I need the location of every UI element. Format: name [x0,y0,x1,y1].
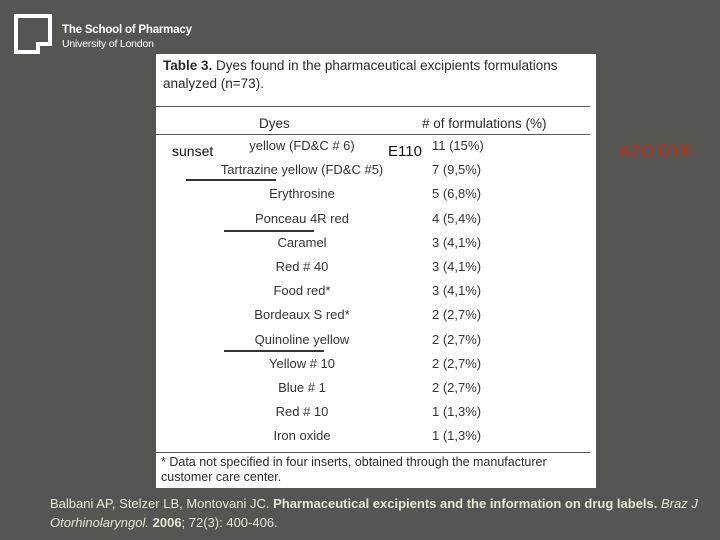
logo-mark-icon [14,14,52,54]
table-cell-dye: Iron oxide [273,428,331,444]
table-cell-count: 1 (1,3%) [432,428,482,444]
table-title [163,57,593,93]
table-cell-dye: Food red* [273,283,331,299]
table-cell-dye: Bordeaux S red* [254,307,350,323]
table-cell-count: 11 (15%) [432,138,484,153]
table-cell-count: 2 (2,7%) [432,307,482,323]
rule-bottom [156,452,590,453]
citation-authors: Balbani AP, Stelzer LB, Montovani JC. [50,496,270,511]
table-cell-count: 2 (2,7%) [432,331,482,347]
citation-title: Pharmaceutical excipients and the information on drug labels. [273,496,658,511]
table-cell-dye: yellow (FD&C # 6) [249,138,355,153]
table-cell-dye: Blue # 1 [278,380,326,395]
table-cell-dye: Tartrazine yellow (FD&C #5) [220,162,384,178]
table-cell-count: 3 (4,1%) [432,234,482,250]
citation-journal: Braz J Otorhinolaryngol. [50,496,698,530]
underline-quinoline [224,350,324,352]
university-name: University of London [62,38,154,50]
rule-top [156,106,590,107]
table-cell-count: 2 (2,7%) [432,380,482,395]
table-caption: Dyes found in the pharmaceutical excipients formulations analyzed (n=73). [163,58,558,91]
rule-header [156,134,590,135]
table-cell-count: 1 (1,3%) [432,404,482,420]
table-cell-dye: Red # 10 [275,404,329,420]
table-cell-count: 2 (2,7%) [432,355,482,371]
annotation-sunset: sunset [172,143,214,159]
annotation-azo-dye: AZO DYE [619,141,694,160]
table-cell-count: 4 (5,4%) [432,210,482,226]
table-cell-dye: Quinoline yellow [254,331,350,347]
citation-volume: ; 72(3): 400-406. [181,515,278,530]
col-header-dyes: Dyes [259,116,290,131]
table-cell-dye: Ponceau 4R red [255,210,349,226]
table-label: Table 3. [163,58,213,73]
table-cell-dye: Red # 40 [275,259,329,274]
table-cell-count: 5 (6,8%) [432,186,482,202]
table-image [156,54,596,488]
col-header-formulations: # of formulations (%) [422,116,547,131]
citation-year: 2006 [152,515,182,530]
annotation-e110: E110 [388,143,422,160]
underline-tartrazine [186,179,276,181]
school-name [62,23,192,51]
school-title: The School of Pharmacy [62,24,192,36]
underline-ponceau [224,230,314,232]
table-cell-dye: Erythrosine [269,186,335,202]
school-logo [14,14,52,54]
table-cell-count: 7 (9,5%) [432,162,482,178]
table-cell-dye: Caramel [277,234,327,250]
table-cell-count: 3 (4,1%) [432,259,482,274]
table-cell-count: 3 (4,1%) [432,283,482,299]
citation [50,494,710,532]
table-footnote: * Data not specified in four inserts, obtained through the manufacturer customer care center. [161,455,547,484]
table-cell-dye: Yellow # 10 [268,355,335,371]
